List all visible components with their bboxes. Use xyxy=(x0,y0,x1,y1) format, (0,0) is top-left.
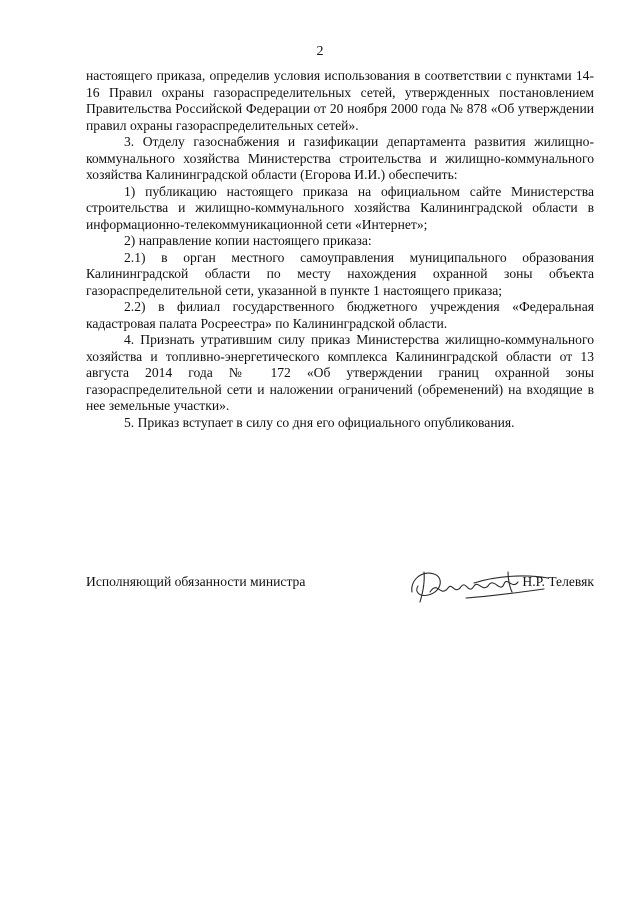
paragraph-subitem-2: 2) направление копии настоящего приказа: xyxy=(124,233,372,248)
paragraph-subitem-1: 1) публикацию настоящего приказа на официальном сайте Министерства строительства и жилищно-коммунального хозяйства Калининградской области в информационно-телекоммуникационной сети «Интернет»; xyxy=(86,183,594,232)
paragraph-item-3: 3. Отделу газоснабжения и газификации департамента развития жилищно-коммунального хозяйства Министерства строительства и жилищно-коммунального хозяйства Калининградской области (Егорова И.И.) обеспечить: xyxy=(86,134,594,182)
paragraph-item-4: 4. Признать утратившим силу приказ Министерства жилищно-коммунального хозяйства и топливно-энергетического комплекса Калининградской области от 13 августа 2014 года № 172 «Об утверждении границ охранной зоны газораспределительной сети и наложении ограничений (обременений) на входящие в нее земельные участки». xyxy=(86,332,594,413)
signatory-position: Исполняющий обязанности министра xyxy=(86,574,306,589)
document-body xyxy=(86,68,594,431)
page-number: 2 xyxy=(316,44,324,59)
paragraph-subitem-2-1: 2.1) в орган местного самоуправления муниципального образования Калининградской области по месту нахождения охранной зоны объекта газораспределительной сети, указанной в пункте 1 настоящего приказа; xyxy=(86,249,594,298)
paragraph-subitem-2-2: 2.2) в филиал государственного бюджетного учреждения «Федеральная кадастровая палата Росреестра» по Калининградской области. xyxy=(86,299,594,331)
signatory-name: Н.Р. Телевяк xyxy=(522,574,594,589)
paragraph-continuation: настоящего приказа, определив условия использования в соответствии с пунктами 14-16 Правил охраны газораспределительных сетей, утвержденных постановлением Правительства Российской Федерации от 20 ноября 2000 года № 878 «Об утверждении правил охраны газораспределительных сетей». xyxy=(86,68,594,133)
signature-block xyxy=(86,562,594,606)
paragraph-item-5: 5. Приказ вступает в силу со дня его официального опубликования. xyxy=(124,414,515,430)
